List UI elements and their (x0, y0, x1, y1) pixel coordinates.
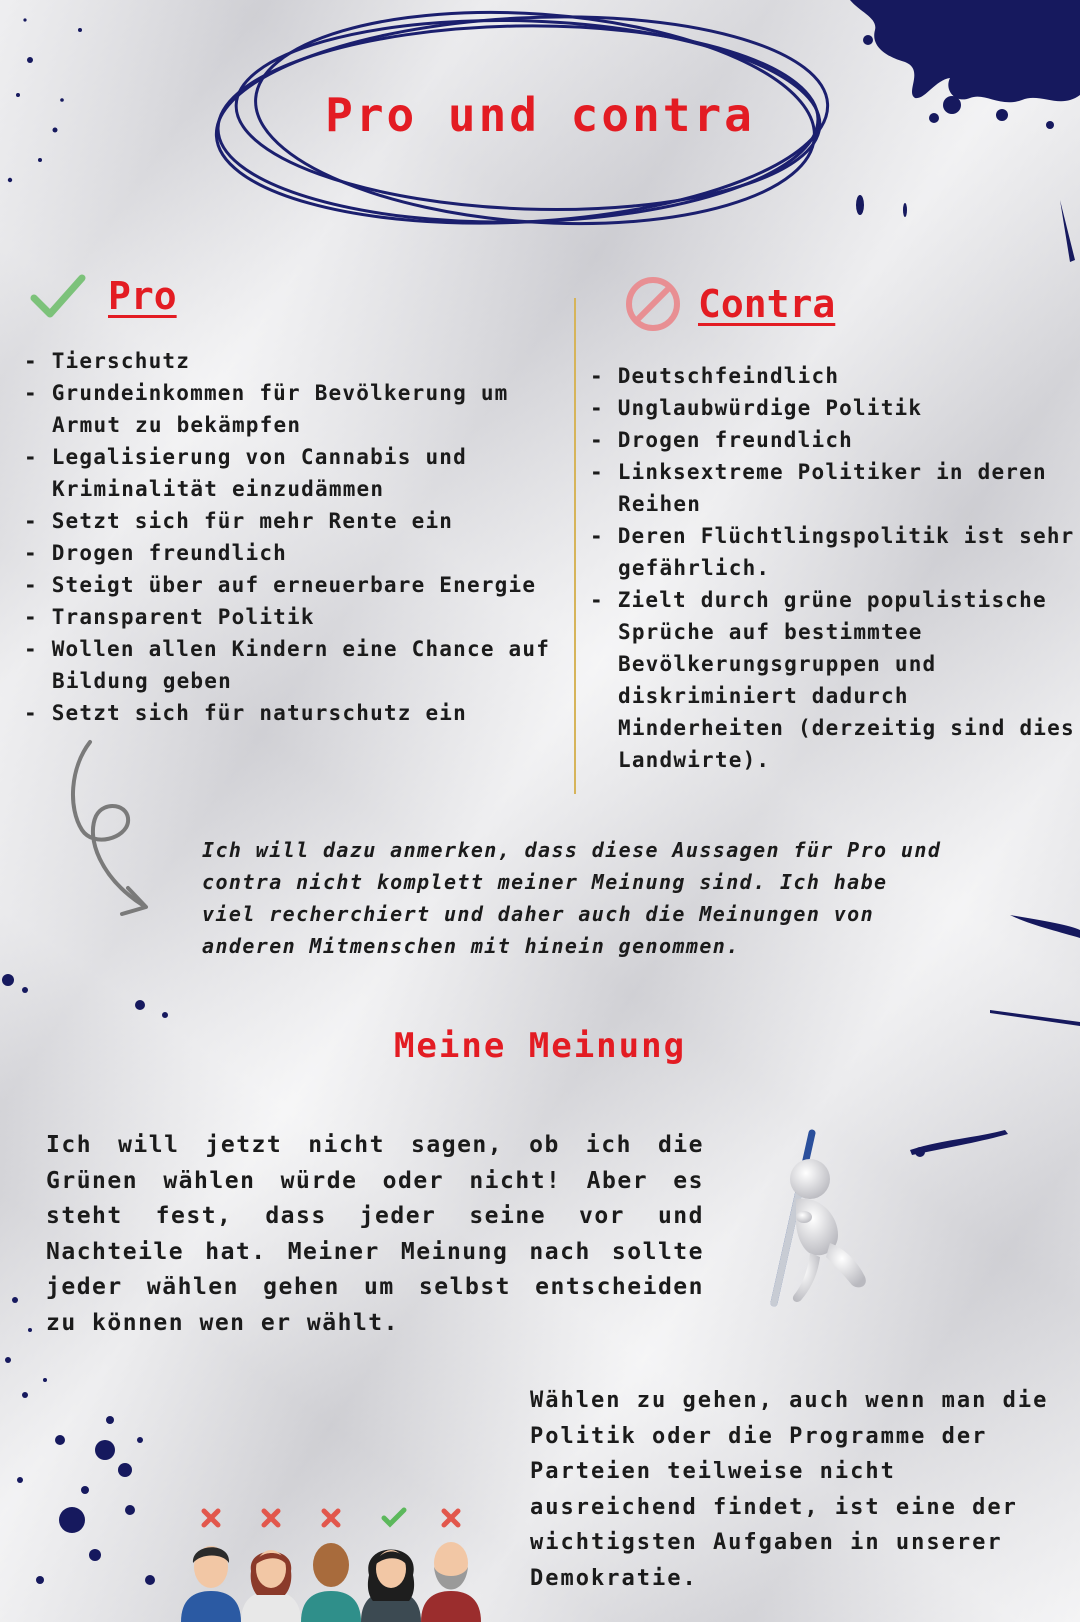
research-note: Ich will dazu anmerken, dass diese Aussagen für Pro und contra nicht komplett meiner Meinung sind. Ich habe viel recherchiert und daher auch die Meinungen von anderen Mitmenschen mit hinein genommen. (202, 838, 942, 958)
pro-item: - Legalisierung von Cannabis und Kriminalität einzudämmen (24, 441, 569, 505)
column-divider (574, 298, 576, 794)
check-icon (30, 272, 86, 320)
pro-item: - Setzt sich für mehr Rente ein (24, 505, 569, 537)
contra-item: - Unglaubwürdige Politik (590, 392, 1080, 424)
contra-item: - Deren Flüchtlingspolitik ist sehr gefährlich. (590, 520, 1080, 584)
figure-with-pen-icon (760, 1125, 880, 1315)
contra-list (590, 360, 1080, 776)
pro-item: - Drogen freundlich (24, 537, 569, 569)
prohibited-icon (624, 275, 682, 333)
voters-group-icon (175, 1505, 505, 1622)
voting-appeal-text: Wählen zu gehen, auch wenn man die Politik oder die Programme der Parteien teilweise nicht ausreichend findet, ist eine der wichtigsten Aufgaben in unserer Demokratie. (530, 1388, 1049, 1591)
curly-arrow-icon (60, 738, 160, 918)
opinion-heading: Meine Meinung (393, 1026, 687, 1066)
pro-heading: Pro (108, 274, 177, 318)
pro-item: - Steigt über auf erneuerbare Energie (24, 569, 569, 601)
page-title: Pro und contra (325, 88, 755, 142)
contra-item: - Linksextreme Politiker in deren Reihen (590, 456, 1080, 520)
pro-item: - Wollen allen Kindern eine Chance auf Bildung geben (24, 633, 569, 697)
contra-item: - Zielt durch grüne populistische Sprüche auf bestimmtee Bevölkerungsgruppen und diskriminiert dadurch Minderheiten (derzeitig sind dies Landwirte). (590, 584, 1080, 776)
contra-item: - Drogen freundlich (590, 424, 1080, 456)
pro-item: - Setzt sich für naturschutz ein (24, 697, 569, 729)
opinion-text: Ich will jetzt nicht sagen, ob ich die Grünen wählen würde oder nicht! Aber es steht fest, dass jeder seine vor und Nachteile hat. Meiner Meinung nach sollte jeder wählen gehen um selbst entscheiden zu können wen er wählt. (46, 1132, 704, 1336)
pro-list (24, 345, 569, 729)
pro-item: - Grundeinkommen für Bevölkerung um Armut zu bekämpfen (24, 377, 569, 441)
contra-heading: Contra (698, 282, 836, 326)
pro-item: - Tierschutz (24, 345, 569, 377)
contra-item: - Deutschfeindlich (590, 360, 1080, 392)
pro-item: - Transparent Politik (24, 601, 569, 633)
